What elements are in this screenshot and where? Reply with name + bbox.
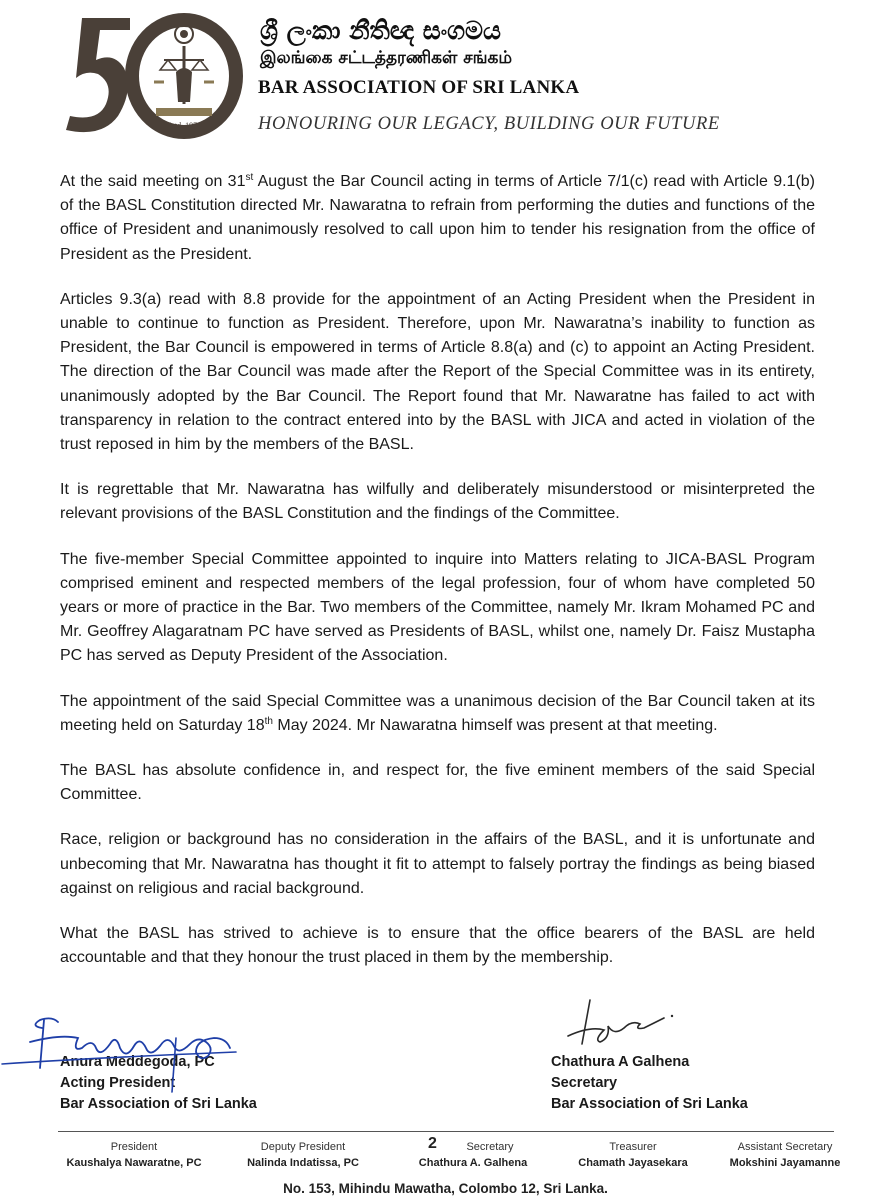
signatory-title: Secretary	[551, 1075, 618, 1091]
signatory-name: Anura Meddegoda, PC	[60, 1054, 215, 1070]
signature-block-left	[60, 1052, 390, 1118]
signatory-title: Acting President	[60, 1075, 176, 1091]
signatory-organization: Bar Association of Sri Lanka	[551, 1096, 748, 1112]
paragraph-2: Articles 9.3(a) read with 8.8 provide for the appointment of an Acting President when the President in unable to continue to function as President. Therefore, upon Mr. Nawaratna’s inability to function as President, the Bar Council is empowered in terms of Article 8.8(a) and (c) to appoint an Acting President. The direction of the Bar Council was made after the Report of the Special Committee was in its entirety, unanimously adopted by the Bar Council. The Report found that Mr. Nawaratne has failed to act with transparency in relation to the contract entered into by the BASL with JICA and acted in violation of the trust reposed in him by the members of the BASL.	[60, 290, 815, 454]
paragraph-7: Race, religion or background has no consideration in the affairs of the BASL, and it is unfortunate and unbecoming that Mr. Nawaratna has thought it fit to attempt to falsely portray the findings as being biased against on religious and racial background.	[60, 831, 815, 897]
paragraph-1: At the said meeting on 31st August the Bar Council acting in terms of Article 7/1(c) read with Article 9.1(b) of the BASL Constitution directed Mr. Nawaratna to refrain from performing the duties and functions of the office of President and unanimously resolved to call upon him to tender his resignation from the office of President as the President.	[60, 172, 816, 263]
officer-secretary: Secretary Chathura A. Galhena	[418, 1141, 528, 1169]
officer-president: President Kaushalya Nawaratne, PC	[66, 1141, 202, 1169]
basl-50-logo	[52, 12, 247, 142]
page-number: 2	[428, 1135, 437, 1152]
office-address: No. 153, Mihindu Mawatha, Colombo 12, Sri Lanka.	[283, 1181, 608, 1196]
footer-divider	[58, 1131, 834, 1132]
officer-treasurer: Treasurer Chamath Jayasekara	[578, 1141, 688, 1169]
org-name-english: BAR ASSOCIATION OF SRI LANKA	[258, 77, 580, 98]
footer-officers	[58, 1140, 841, 1174]
paragraph-3: It is regrettable that Mr. Nawaratna has wilfully and deliberately misunderstood or misinterpreted the relevant provisions of the BASL Constitution and the findings of the Committee.	[60, 481, 815, 523]
paragraph-8: What the BASL has strived to achieve is to ensure that the office bearers of the BASL are held accountable and that they honour the trust placed in them by the membership.	[60, 925, 815, 967]
paragraph-4: The five-member Special Committee appointed to inquire into Matters relating to JICA-BASL Program comprised eminent and respected members of the legal profession, four of whom have completed 50 years or more of practice in the Bar. Two members of the Committee, namely Mr. Ikram Mohamed PC and Mr. Geoffrey Alagaratnam PC have served as Presidents of BASL, whilst one, namely Dr. Faisz Mustapha PC has served as Deputy President of the Association.	[60, 550, 815, 665]
officer-assistant-secretary: Assistant Secretary Mokshini Jayamanne	[729, 1141, 841, 1169]
tagline: HONOURING OUR LEGACY, BUILDING OUR FUTURE	[258, 114, 720, 134]
officer-deputy-president: Deputy President Nalinda Indatissa, PC	[247, 1141, 359, 1169]
logo-established-text: Estd. 1974	[166, 121, 202, 130]
signature-block-right	[551, 1052, 801, 1118]
org-name-tamil: இலங்கை சட்டத்தரணிகள் சங்கம்	[260, 48, 513, 68]
org-name-sinhala: ශ්‍රී ලංකා නීතිඥ සංගමය	[260, 16, 501, 45]
paragraph-5: The appointment of the said Special Committee was a unanimous decision of the Bar Council taken at its meeting held on Saturday 18th May 2024. Mr Nawaratna himself was present at that meeting.	[60, 692, 815, 734]
signatory-organization: Bar Association of Sri Lanka	[60, 1096, 257, 1112]
letter-body	[60, 170, 815, 991]
signatory-name: Chathura A Galhena	[551, 1054, 690, 1070]
paragraph-6: The BASL has absolute confidence in, and respect for, the five eminent members of the said Special Committee.	[60, 762, 815, 804]
